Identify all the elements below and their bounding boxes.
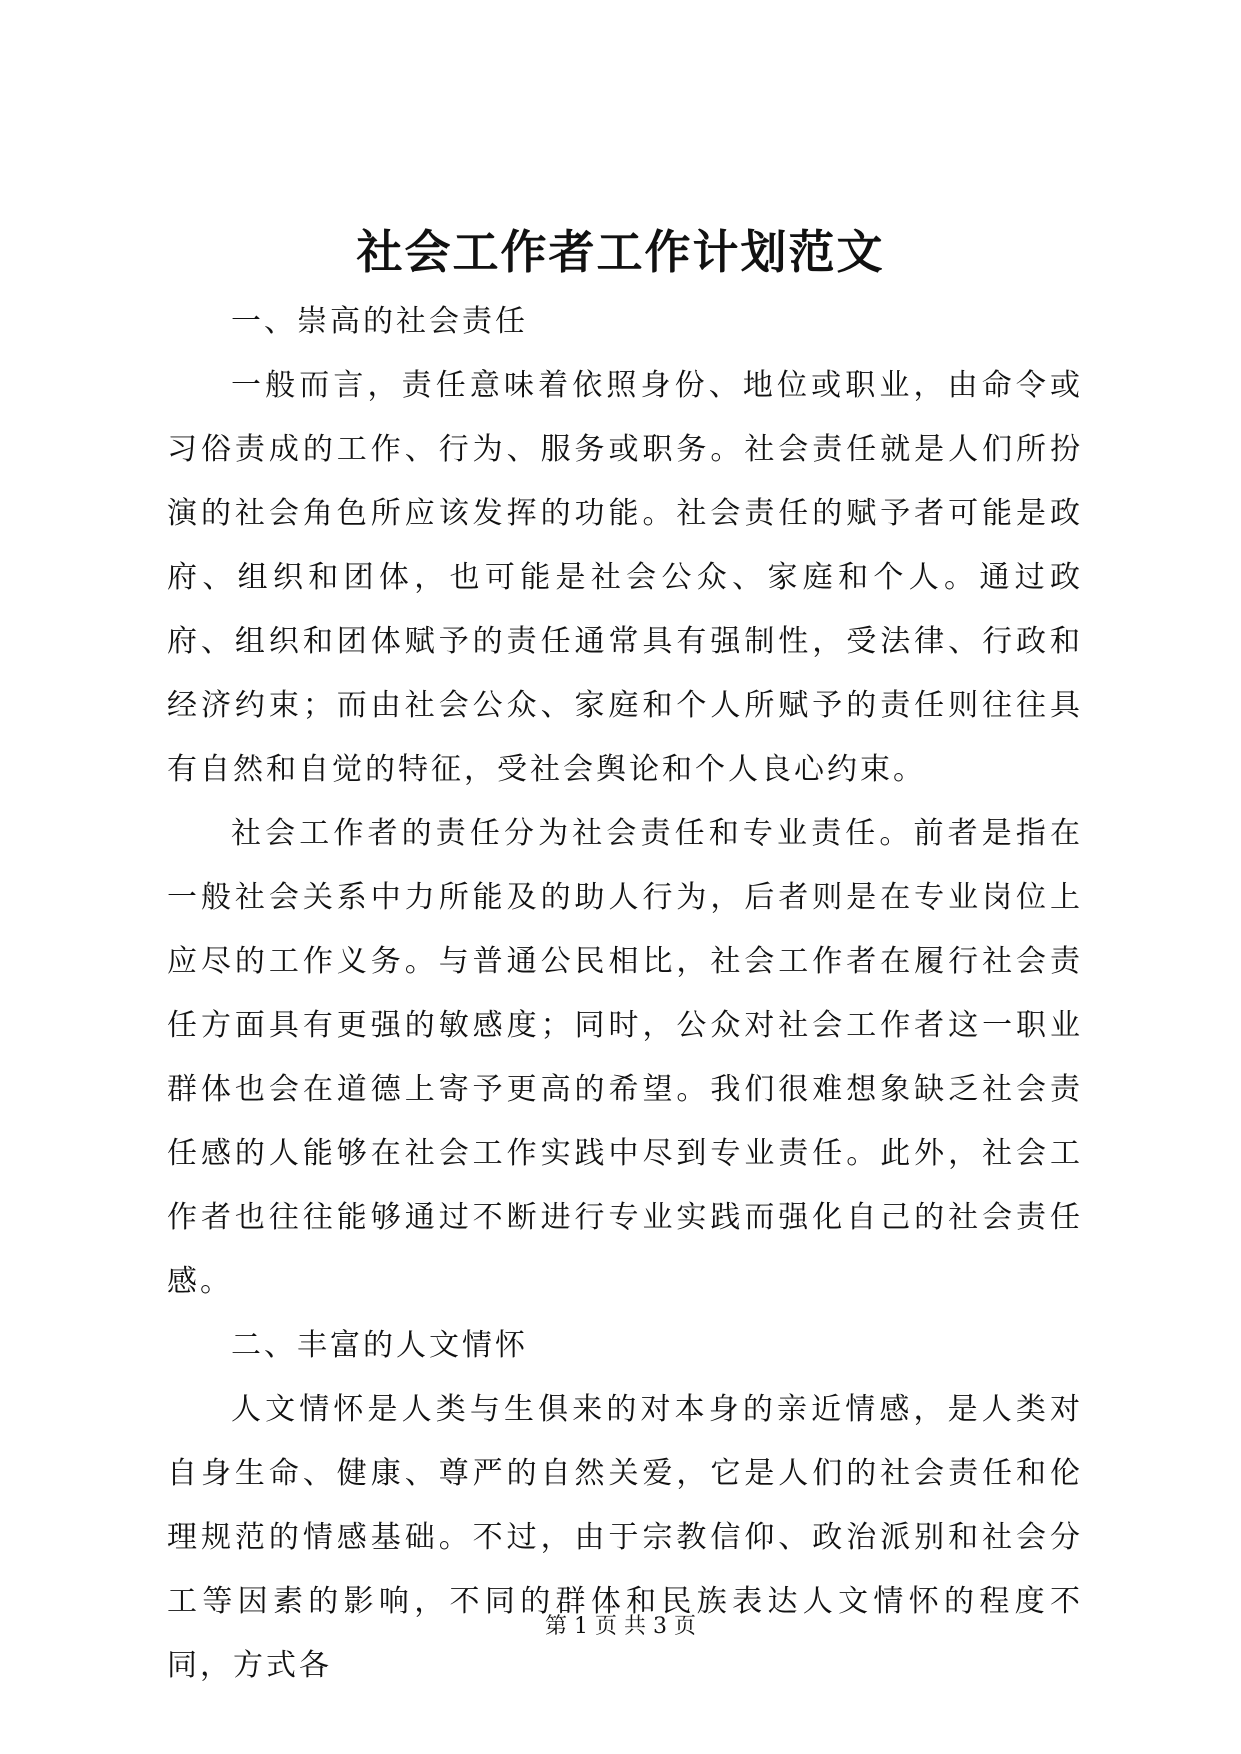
document-title: 社会工作者工作计划范文 <box>356 225 885 279</box>
page-number-footer: 第 1 页 共 3 页 <box>545 1614 696 1639</box>
document-body <box>167 290 1083 1698</box>
section-heading: 一、崇高的社会责任 <box>231 304 528 339</box>
body-paragraph: 人文情怀是人类与生俱来的对本身的亲近情感，是人类对自身生命、健康、尊严的自然关爱，它是人们的社会责任和伦理规范的情感基础。不过，由于宗教信仰、政治派别和社会分工等因素的影响，不同的群体和民族表达人文情怀的程度不同，方式各 <box>167 1392 1083 1683</box>
body-paragraph: 社会工作者的责任分为社会责任和专业责任。前者是指在一般社会关系中力所能及的助人行为，后者则是在专业岗位上应尽的工作义务。与普通公民相比，社会工作者在履行社会责任方面具有更强的敏感度；同时，公众对社会工作者这一职业群体也会在道德上寄予更高的希望。我们很难想象缺乏社会责任感的人能够在社会工作实践中尽到专业责任。此外，社会工作者也往往能够通过不断进行专业实践而强化自己的社会责任感。 <box>167 816 1083 1299</box>
body-paragraph: 一般而言，责任意味着依照身份、地位或职业，由命令或习俗责成的工作、行为、服务或职务。社会责任就是人们所扮演的社会角色所应该发挥的功能。社会责任的赋予者可能是政府、组织和团体，也可能是社会公众、家庭和个人。通过政府、组织和团体赋予的责任通常具有强制性，受法律、行政和经济约束；而由社会公众、家庭和个人所赋予的责任则往往具有自然和自觉的特征，受社会舆论和个人良心约束。 <box>167 368 1083 787</box>
section-heading: 二、丰富的人文情怀 <box>231 1328 528 1363</box>
